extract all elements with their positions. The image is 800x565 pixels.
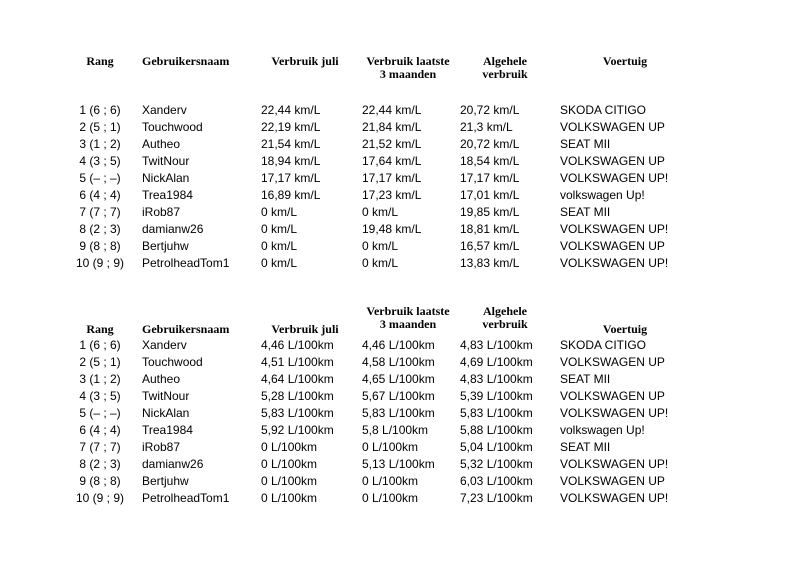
header-vehicle: Voertuig bbox=[602, 54, 648, 68]
user-cell: Xanderv bbox=[142, 103, 187, 117]
header-rank: Rang bbox=[86, 54, 114, 68]
user-cell: PetrolheadTom1 bbox=[142, 256, 230, 270]
header-overall bbox=[460, 55, 550, 81]
july-cell: 18,94 km/L bbox=[261, 154, 321, 168]
vehicle-cell: SEAT MII bbox=[560, 440, 611, 454]
rank-cell: 6 (4 ; 4) bbox=[79, 423, 121, 437]
user-cell: NickAlan bbox=[142, 406, 190, 420]
header-overall-line2: verbruik bbox=[482, 317, 528, 331]
user-cell: TwitNour bbox=[142, 389, 190, 403]
header-rank: Rang bbox=[86, 322, 114, 336]
overall-cell: 18,81 km/L bbox=[460, 222, 520, 236]
vehicle-cell: VOLKSWAGEN UP bbox=[560, 389, 665, 403]
last3-cell: 21,52 km/L bbox=[362, 137, 422, 151]
july-cell: 5,92 L/100km bbox=[261, 423, 334, 437]
last3-cell: 5,8 L/100km bbox=[362, 423, 429, 437]
user-cell: Bertjuhw bbox=[142, 239, 189, 253]
rank-cell: 8 (2 ; 3) bbox=[79, 457, 121, 471]
july-cell: 0 L/100km bbox=[261, 457, 318, 471]
vehicle-cell: VOLKSWAGEN UP bbox=[560, 355, 665, 369]
overall-cell: 18,54 km/L bbox=[460, 154, 520, 168]
last3-cell: 0 L/100km bbox=[362, 474, 419, 488]
header-last3 bbox=[358, 305, 458, 331]
user-cell: damianw26 bbox=[142, 457, 204, 471]
vehicle-cell: SEAT MII bbox=[560, 372, 611, 386]
header-last3-line2: 3 maanden bbox=[379, 317, 437, 331]
july-cell: 4,64 L/100km bbox=[261, 372, 334, 386]
vehicle-cell: VOLKSWAGEN UP! bbox=[560, 491, 669, 505]
rank-cell: 10 (9 ; 9) bbox=[75, 491, 125, 505]
header-overall-line1: Algehele bbox=[483, 304, 527, 318]
last3-cell: 0 km/L bbox=[362, 239, 399, 253]
july-cell: 22,19 km/L bbox=[261, 120, 321, 134]
vehicle-cell: SEAT MII bbox=[560, 205, 611, 219]
july-cell: 0 km/L bbox=[261, 222, 298, 236]
last3-cell: 5,83 L/100km bbox=[362, 406, 435, 420]
header-overall-line2: verbruik bbox=[482, 67, 528, 81]
overall-cell: 17,01 km/L bbox=[460, 188, 520, 202]
july-cell: 0 L/100km bbox=[261, 491, 318, 505]
rank-cell: 5 (– ; –) bbox=[79, 406, 121, 420]
vehicle-cell: VOLKSWAGEN UP! bbox=[560, 256, 669, 270]
user-cell: Bertjuhw bbox=[142, 474, 189, 488]
rank-cell: 6 (4 ; 4) bbox=[79, 188, 121, 202]
overall-cell: 5,88 L/100km bbox=[460, 423, 533, 437]
overall-cell: 17,17 km/L bbox=[460, 171, 520, 185]
vehicle-cell: VOLKSWAGEN UP bbox=[560, 474, 665, 488]
rank-cell: 9 (8 ; 8) bbox=[79, 239, 121, 253]
rank-cell: 9 (8 ; 8) bbox=[79, 474, 121, 488]
header-last3-line1: Verbruik laatste bbox=[366, 304, 450, 318]
header-july: Verbruik juli bbox=[271, 54, 339, 68]
rank-cell: 2 (5 ; 1) bbox=[79, 120, 121, 134]
vehicle-cell: VOLKSWAGEN UP! bbox=[560, 222, 669, 236]
july-cell: 5,28 L/100km bbox=[261, 389, 334, 403]
vehicle-cell: VOLKSWAGEN UP! bbox=[560, 171, 669, 185]
overall-cell: 5,32 L/100km bbox=[460, 457, 533, 471]
vehicle-cell: VOLKSWAGEN UP bbox=[560, 154, 665, 168]
last3-cell: 22,44 km/L bbox=[362, 103, 422, 117]
overall-cell: 20,72 km/L bbox=[460, 137, 520, 151]
last3-cell: 19,48 km/L bbox=[362, 222, 422, 236]
rank-cell: 2 (5 ; 1) bbox=[79, 355, 121, 369]
vehicle-cell: SKODA CITIGO bbox=[560, 103, 647, 117]
vehicle-cell: volkswagen Up! bbox=[560, 188, 645, 202]
vehicle-cell: SEAT MII bbox=[560, 137, 611, 151]
july-cell: 0 km/L bbox=[261, 256, 298, 270]
last3-cell: 0 L/100km bbox=[362, 491, 419, 505]
overall-cell: 5,39 L/100km bbox=[460, 389, 533, 403]
overall-cell: 7,23 L/100km bbox=[460, 491, 533, 505]
last3-cell: 21,84 km/L bbox=[362, 120, 422, 134]
vehicle-cell: VOLKSWAGEN UP bbox=[560, 120, 665, 134]
overall-cell: 4,83 L/100km bbox=[460, 372, 533, 386]
header-july: Verbruik juli bbox=[271, 322, 339, 336]
overall-cell: 16,57 km/L bbox=[460, 239, 520, 253]
last3-cell: 0 km/L bbox=[362, 205, 399, 219]
july-cell: 16,89 km/L bbox=[261, 188, 321, 202]
last3-cell: 17,23 km/L bbox=[362, 188, 422, 202]
last3-cell: 0 km/L bbox=[362, 256, 399, 270]
user-cell: Trea1984 bbox=[142, 188, 193, 202]
user-cell: TwitNour bbox=[142, 154, 190, 168]
user-cell: damianw26 bbox=[142, 222, 204, 236]
rank-cell: 7 (7 ; 7) bbox=[79, 440, 121, 454]
vehicle-cell: SKODA CITIGO bbox=[560, 338, 647, 352]
last3-cell: 4,46 L/100km bbox=[362, 338, 435, 352]
vehicle-cell: VOLKSWAGEN UP bbox=[560, 239, 665, 253]
user-cell: Autheo bbox=[142, 137, 181, 151]
july-cell: 0 km/L bbox=[261, 205, 298, 219]
july-cell: 21,54 km/L bbox=[261, 137, 321, 151]
header-user: Gebruikersnaam bbox=[142, 322, 230, 336]
july-cell: 17,17 km/L bbox=[261, 171, 321, 185]
last3-cell: 4,65 L/100km bbox=[362, 372, 435, 386]
rank-cell: 8 (2 ; 3) bbox=[79, 222, 121, 236]
vehicle-cell: VOLKSWAGEN UP! bbox=[560, 406, 669, 420]
overall-cell: 4,69 L/100km bbox=[460, 355, 533, 369]
header-overall-line1: Algehele bbox=[483, 54, 527, 68]
overall-cell: 6,03 L/100km bbox=[460, 474, 533, 488]
rank-cell: 4 (3 ; 5) bbox=[79, 154, 121, 168]
user-cell: PetrolheadTom1 bbox=[142, 491, 230, 505]
user-cell: Xanderv bbox=[142, 338, 187, 352]
rank-cell: 1 (6 ; 6) bbox=[79, 103, 121, 117]
july-cell: 4,51 L/100km bbox=[261, 355, 334, 369]
rank-cell: 7 (7 ; 7) bbox=[79, 205, 121, 219]
header-user: Gebruikersnaam bbox=[142, 54, 230, 68]
last3-cell: 5,13 L/100km bbox=[362, 457, 435, 471]
overall-cell: 5,83 L/100km bbox=[460, 406, 533, 420]
header-vehicle: Voertuig bbox=[602, 322, 648, 336]
overall-cell: 13,83 km/L bbox=[460, 256, 520, 270]
last3-cell: 4,58 L/100km bbox=[362, 355, 435, 369]
overall-cell: 21,3 km/L bbox=[460, 120, 513, 134]
rank-cell: 4 (3 ; 5) bbox=[79, 389, 121, 403]
user-cell: Touchwood bbox=[142, 355, 203, 369]
last3-cell: 5,67 L/100km bbox=[362, 389, 435, 403]
header-last3-line1: Verbruik laatste bbox=[366, 54, 450, 68]
overall-cell: 4,83 L/100km bbox=[460, 338, 533, 352]
july-cell: 0 L/100km bbox=[261, 474, 318, 488]
header-last3 bbox=[358, 55, 458, 81]
rank-cell: 3 (1 ; 2) bbox=[79, 372, 121, 386]
user-cell: Autheo bbox=[142, 372, 181, 386]
july-cell: 0 km/L bbox=[261, 239, 298, 253]
overall-cell: 19,85 km/L bbox=[460, 205, 520, 219]
user-cell: NickAlan bbox=[142, 171, 190, 185]
overall-cell: 20,72 km/L bbox=[460, 103, 520, 117]
header-last3-line2: 3 maanden bbox=[379, 67, 437, 81]
header-overall bbox=[460, 305, 550, 331]
rank-cell: 3 (1 ; 2) bbox=[79, 137, 121, 151]
july-cell: 0 L/100km bbox=[261, 440, 318, 454]
rank-cell: 10 (9 ; 9) bbox=[75, 256, 125, 270]
user-cell: iRob87 bbox=[142, 205, 181, 219]
user-cell: iRob87 bbox=[142, 440, 181, 454]
last3-cell: 17,64 km/L bbox=[362, 154, 422, 168]
vehicle-cell: VOLKSWAGEN UP! bbox=[560, 457, 669, 471]
last3-cell: 17,17 km/L bbox=[362, 171, 422, 185]
user-cell: Trea1984 bbox=[142, 423, 193, 437]
july-cell: 5,83 L/100km bbox=[261, 406, 334, 420]
rank-cell: 5 (– ; –) bbox=[79, 171, 121, 185]
july-cell: 22,44 km/L bbox=[261, 103, 321, 117]
user-cell: Touchwood bbox=[142, 120, 203, 134]
last3-cell: 0 L/100km bbox=[362, 440, 419, 454]
overall-cell: 5,04 L/100km bbox=[460, 440, 533, 454]
july-cell: 4,46 L/100km bbox=[261, 338, 334, 352]
vehicle-cell: volkswagen Up! bbox=[560, 423, 645, 437]
rank-cell: 1 (6 ; 6) bbox=[79, 338, 121, 352]
